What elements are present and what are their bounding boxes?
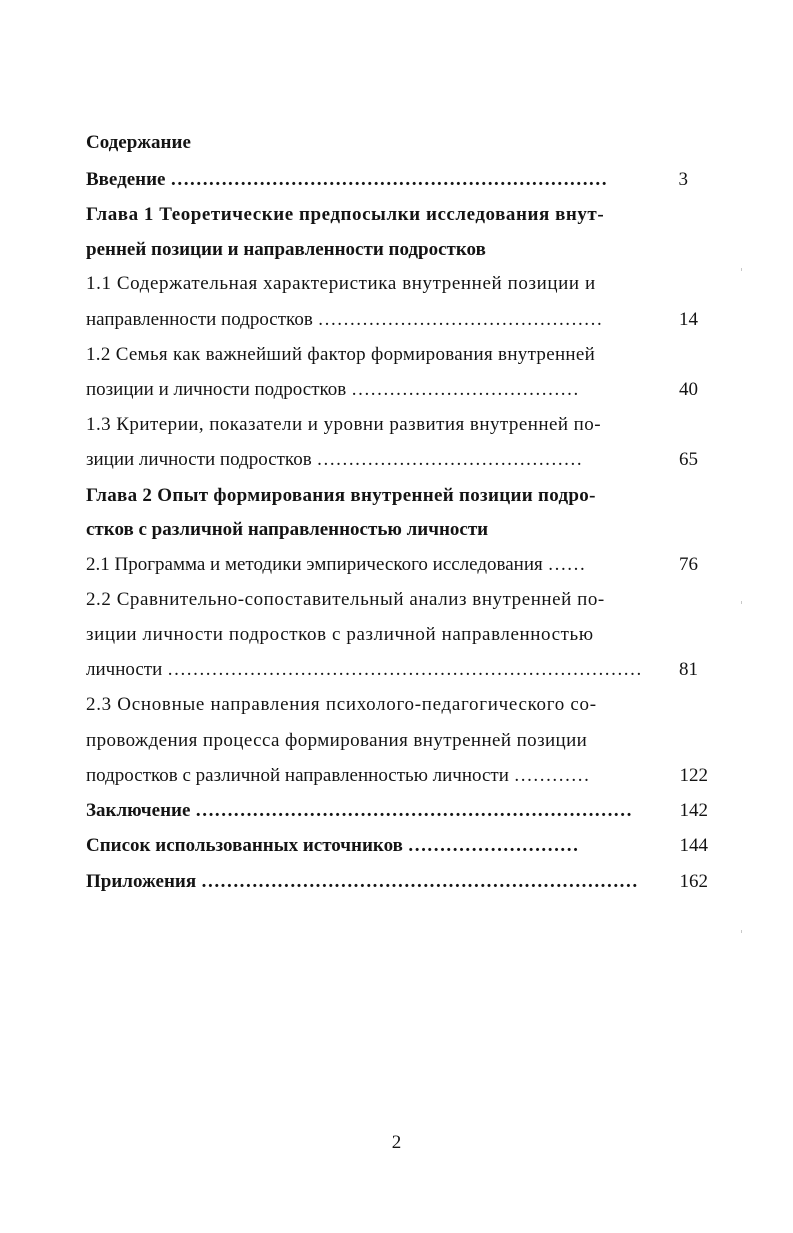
toc-chapter1-line1: Глава 1 Теоретические предпосылки исследования внут- <box>86 204 605 225</box>
toc-page-1-3: 65 <box>679 449 698 470</box>
toc-section-1-3-line1: 1.3 Критерии, показатели и уровни развития внутренней по- <box>86 414 601 435</box>
toc-entry-intro: Введение …………………………………………………………… <box>86 169 608 190</box>
toc-page-appendix: 162 <box>679 871 708 892</box>
toc-entry-sources: Список использованных источников ……………………… <box>86 835 579 856</box>
toc-section-1-2-line2: позиции и личности подростков ……………………………… <box>86 379 579 400</box>
toc-section-1-1-line2: направленности подростков ……………………………………… <box>86 309 603 330</box>
toc-page-intro: 3 <box>678 169 688 190</box>
scan-speck <box>741 930 742 933</box>
toc-page-1-1: 14 <box>679 309 698 330</box>
toc-section-2-2-line2: зиции личности подростков с различной направленностью <box>86 624 594 645</box>
toc-section-1-1-line1: 1.1 Содержательная характеристика внутренней позиции и <box>86 273 596 294</box>
scan-speck <box>741 268 742 271</box>
toc-entry-conclusion: Заключение …………………………………………………………… <box>86 800 633 821</box>
toc-page-conclusion: 142 <box>679 800 708 821</box>
toc-chapter2-line2: стков с различной направленностью личности <box>86 519 489 540</box>
toc-section-2-1: 2.1 Программа и методики эмпирического исследования …… <box>86 554 586 575</box>
toc-page-1-2: 40 <box>679 379 698 400</box>
toc-heading: Содержание <box>86 132 191 153</box>
toc-section-2-3-line1: 2.3 Основные направления психолого-педагогического со- <box>86 694 597 715</box>
toc-section-2-3-line3: подростков с различной направленностью личности ………… <box>86 765 590 786</box>
toc-page-sources: 144 <box>679 835 708 856</box>
toc-chapter1-line2: ренней позиции и направленности подростков <box>86 239 486 260</box>
toc-section-2-3-line2: провождения процесса формирования внутренней позиции <box>86 730 588 751</box>
toc-section-2-2-line1: 2.2 Сравнительно-сопоставительный анализ внутренней по- <box>86 589 605 610</box>
toc-section-1-2-line1: 1.2 Семья как важнейший фактор формирования внутренней <box>86 344 596 365</box>
page-number: 2 <box>391 1132 402 1153</box>
toc-section-1-3-line2: зиции личности подростков …………………………………… <box>86 449 583 470</box>
toc-chapter2-line1: Глава 2 Опыт формирования внутренней позиции подро- <box>86 485 596 506</box>
toc-page-2-1: 76 <box>679 554 698 575</box>
toc-entry-appendix: Приложения …………………………………………………………… <box>86 871 638 892</box>
toc-page-2-3: 122 <box>679 765 708 786</box>
toc-page-2-2: 81 <box>679 659 698 680</box>
scan-speck <box>741 601 742 604</box>
toc-section-2-2-line3: личности ………………………………………………………………… <box>86 659 643 680</box>
